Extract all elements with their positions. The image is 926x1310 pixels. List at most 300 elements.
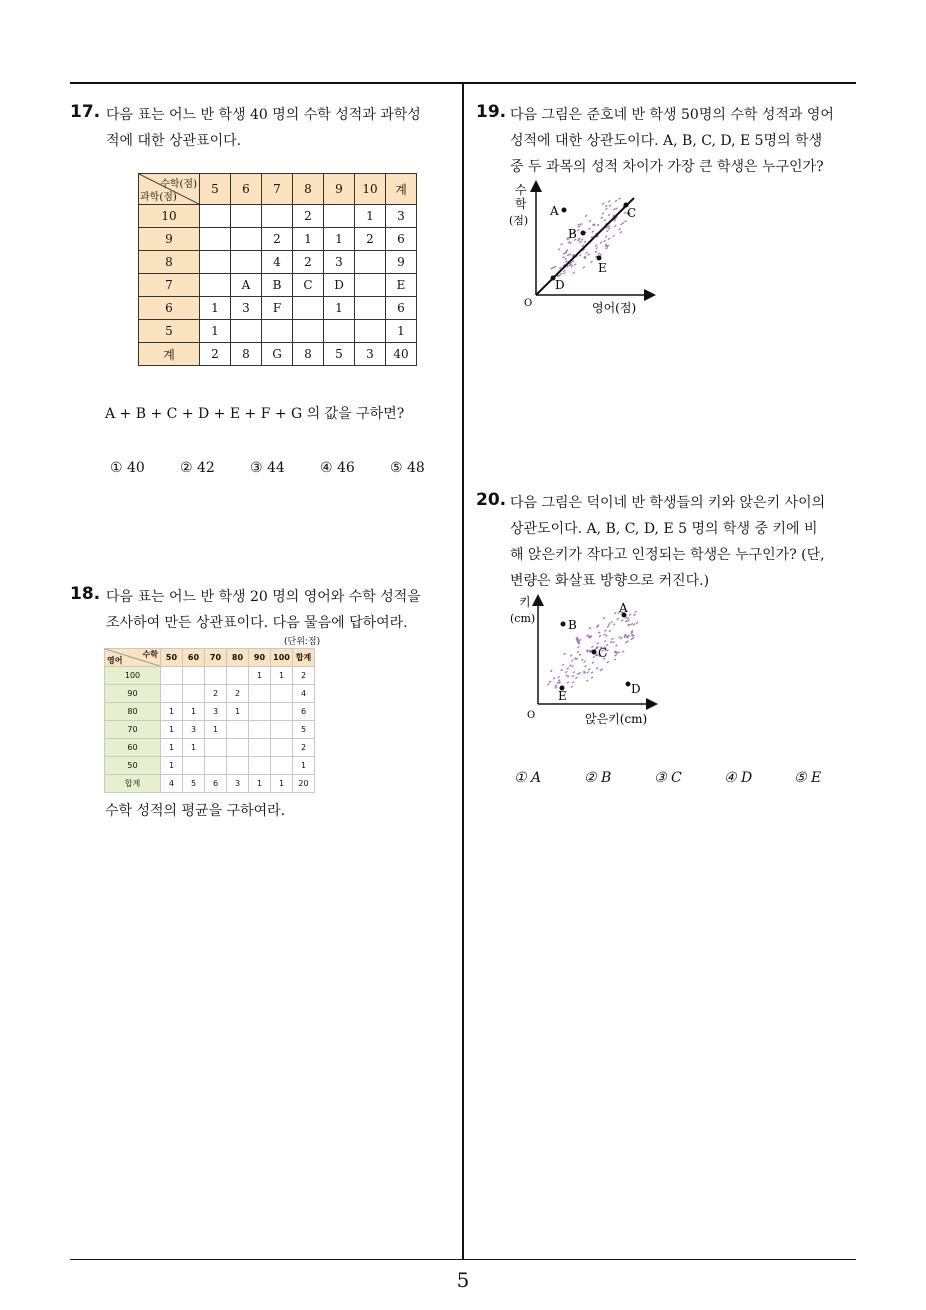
y-label-1: 키 [519, 595, 531, 609]
table-cell [355, 274, 386, 297]
scatter-dash [592, 231, 594, 233]
point-label-e: E [558, 689, 567, 703]
corner-bottom-label: 과학(점) [140, 192, 177, 203]
scatter-dash [563, 270, 565, 272]
column-header: 70 [205, 649, 227, 667]
scatter-dash [619, 228, 621, 230]
table-cell: 1 [161, 721, 183, 739]
table-cell [324, 205, 355, 228]
choice-1[interactable]: ① 40 [110, 460, 145, 476]
scatter-dash [555, 685, 557, 687]
scatter-dash [613, 209, 615, 211]
scatter-dash [595, 648, 597, 650]
point-label-d: D [555, 278, 565, 292]
scatter-dash [619, 198, 621, 200]
y-label-3: (점) [509, 214, 529, 227]
scatter-dash [589, 627, 591, 629]
point-e [597, 256, 602, 261]
table-cell: 1 [249, 667, 271, 685]
point-label-b: B [568, 227, 577, 241]
choice-2[interactable]: ② B [584, 770, 612, 786]
table-cell [271, 703, 293, 721]
table-cell: 3 [355, 343, 386, 366]
scatter-dash [617, 618, 619, 620]
table-cell: 6 [386, 228, 417, 251]
table-cell: 8 [293, 343, 324, 366]
scatter-dash [621, 223, 623, 225]
scatter-dash [564, 653, 566, 655]
scatter-dash [574, 264, 576, 266]
table-cell: 2 [293, 739, 315, 757]
point-label-a: A [619, 601, 628, 615]
table-cell [205, 667, 227, 685]
scatter-dash [608, 228, 610, 230]
choice-3[interactable]: ③ C [654, 770, 682, 786]
table-cell: 2 [262, 228, 293, 251]
table-cell: 2 [205, 685, 227, 703]
scatter-dash [589, 220, 591, 222]
scatter-dash [608, 214, 610, 216]
scatter-dash [607, 626, 609, 628]
column-header: 80 [227, 649, 249, 667]
choice-3[interactable]: ③ 44 [250, 460, 285, 476]
point-label-e: E [598, 261, 607, 275]
scatter-dash [588, 228, 590, 230]
scatter-dash [622, 651, 624, 653]
table-cell [271, 721, 293, 739]
scatter-dash [604, 640, 606, 642]
table-cell [161, 685, 183, 703]
scatter-dash [572, 681, 574, 683]
scatter-dash [562, 664, 564, 666]
scatter-dash [569, 254, 571, 256]
point-d [626, 682, 631, 687]
scatter-dash [620, 231, 622, 233]
table-cell: 1 [205, 721, 227, 739]
table-row [105, 685, 315, 703]
scatter-dash [621, 620, 623, 622]
y-label-1: 수 [515, 183, 527, 197]
scatter-dash [584, 241, 586, 243]
table-cell [249, 685, 271, 703]
row-header: 60 [105, 739, 161, 757]
table-cell [231, 228, 262, 251]
question-prompt: A + B + C + D + E + F + G 의 값을 구하면? [105, 406, 405, 422]
table-cell: E [386, 274, 417, 297]
table-cell: 4 [161, 775, 183, 793]
question-text-line: 다음 그림은 준호네 반 학생 50명의 수학 성적과 영어 [510, 107, 834, 123]
scatter-dash [568, 242, 570, 244]
y-label-2: 학 [515, 197, 527, 211]
table-cell [227, 721, 249, 739]
point-b [581, 231, 586, 236]
scatter-dash [587, 672, 589, 674]
scatter-dash [608, 200, 610, 202]
point-label-b: B [568, 618, 577, 632]
scatter-dash [580, 223, 582, 225]
table-cell [262, 205, 293, 228]
table-cell: 1 [183, 703, 205, 721]
scatter-dash [555, 687, 557, 689]
scatter-dash [583, 267, 585, 269]
scatter-dash [565, 258, 567, 260]
scatter-dash [603, 634, 605, 636]
scatter-dash [604, 220, 606, 222]
table-cell: 3 [231, 297, 262, 320]
table-row [139, 297, 417, 320]
scatter-dash [573, 672, 575, 674]
scatter-dash [558, 249, 560, 251]
scatter-dash [602, 203, 604, 205]
table-row [139, 205, 417, 228]
scatter-dash [572, 666, 574, 668]
table-cell [183, 685, 205, 703]
table-cell [271, 739, 293, 757]
x-axis-label: 앉은키(cm) [585, 712, 648, 726]
column-header: 90 [249, 649, 271, 667]
scatter-dash [575, 677, 577, 679]
scatter-dash [631, 631, 633, 633]
table-cell: 2 [293, 667, 315, 685]
table-cell: 3 [386, 205, 417, 228]
table-body [105, 667, 315, 793]
scatter-dash [604, 240, 606, 242]
scatter-dash [615, 645, 617, 647]
table-cell: 1 [200, 297, 231, 320]
table-row [139, 228, 417, 251]
row-header: 6 [139, 297, 200, 320]
scatter-dash [614, 225, 616, 227]
table-row [139, 343, 417, 366]
question-text-line: 성적에 대한 상관도이다. A, B, C, D, E 5명의 학생 [510, 133, 823, 149]
table-cell: 1 [200, 320, 231, 343]
scatter-dash [596, 247, 598, 249]
scatter-dash [629, 614, 631, 616]
table-cell [227, 667, 249, 685]
table-cell: 1 [271, 667, 293, 685]
scatter-dash [605, 635, 607, 637]
table-cell: 1 [293, 228, 324, 251]
scatter-dash [615, 208, 617, 210]
y-label-2: (cm) [510, 612, 536, 625]
column-header: 9 [324, 174, 355, 205]
scatter-dash [558, 680, 560, 682]
scatter-dash [595, 251, 597, 253]
table-cell [200, 228, 231, 251]
scatter-dash [603, 617, 605, 619]
scatter-dash [571, 686, 573, 688]
question-prompt: 수학 성적의 평균을 구하여라. [105, 803, 286, 819]
scatter-dash [605, 630, 607, 632]
scatter-plot-19 [500, 180, 670, 320]
table-row [105, 739, 315, 757]
scatter-dash [565, 261, 567, 263]
origin-label: O [527, 710, 536, 721]
question-number: 17. [70, 102, 101, 122]
point-label-c: C [627, 206, 637, 220]
scatter-dash [614, 659, 616, 661]
x-axis-label: 영어(점) [592, 301, 637, 315]
row-header: 100 [105, 667, 161, 685]
table-cell [231, 320, 262, 343]
scatter-dash [579, 672, 581, 674]
scatter-dash [549, 681, 551, 683]
scatter-dash [567, 668, 569, 670]
table-cell [271, 685, 293, 703]
question-number: 20. [476, 490, 507, 510]
question-number: 18. [70, 584, 101, 604]
table-cell: 2 [293, 205, 324, 228]
scatter-dash [609, 630, 611, 632]
scatter-dash [618, 652, 620, 654]
scatter-dash [598, 632, 600, 634]
scatter-dash [579, 639, 581, 641]
scatter-dash [581, 659, 583, 661]
table-cell [227, 757, 249, 775]
table-corner [105, 649, 161, 667]
scatter-dash [636, 622, 638, 624]
row-header: 10 [139, 205, 200, 228]
table-cell: 6 [293, 703, 315, 721]
scatter-dash [560, 273, 562, 275]
scatter-dash [572, 675, 574, 677]
scatter-dash [586, 635, 588, 637]
table-cell [249, 721, 271, 739]
scatter-dash [607, 230, 609, 232]
scatter-dash [608, 238, 610, 240]
column-header: 5 [200, 174, 231, 205]
table-row [105, 703, 315, 721]
table-cell [205, 757, 227, 775]
table-cell [324, 320, 355, 343]
scatter-dash [561, 669, 563, 671]
scatter-dash [579, 241, 581, 243]
scatter-dash [550, 670, 552, 672]
table-cell [249, 739, 271, 757]
scatter-dash [607, 661, 609, 663]
scatter-dash [613, 235, 615, 237]
scatter-dash [591, 646, 593, 648]
table-cell: 2 [355, 228, 386, 251]
scatter-dash [625, 620, 627, 622]
scatter-dash [560, 244, 562, 246]
row-header: 50 [105, 757, 161, 775]
scatter-dash [611, 621, 613, 623]
column-header: 10 [355, 174, 386, 205]
scatter-dash [624, 212, 626, 214]
table-cell [293, 297, 324, 320]
scatter-dash [584, 661, 586, 663]
scatter-dash [572, 261, 574, 263]
table-cell: 3 [183, 721, 205, 739]
table-cell [271, 757, 293, 775]
table-cell [200, 251, 231, 274]
scatter-dash [588, 669, 590, 671]
scatter-dash [579, 654, 581, 656]
question-text-line: 해 앉은키가 작다고 인정되는 학생은 누구인가? (단, [510, 547, 825, 563]
scatter-dash [578, 646, 580, 648]
scatter-dash [627, 620, 629, 622]
table-cell: 1 [324, 297, 355, 320]
scatter-dash [615, 655, 617, 657]
choice-4[interactable]: ④ 46 [320, 460, 355, 476]
table-cell: 9 [386, 251, 417, 274]
scatter-dash [567, 682, 569, 684]
table-row [139, 251, 417, 274]
scatter-dash [615, 200, 617, 202]
choice-1[interactable]: ① A [514, 770, 542, 786]
scatter-dash [599, 635, 601, 637]
scatter-dash [620, 637, 622, 639]
scatter-dash [601, 217, 603, 219]
table-cell: 1 [227, 703, 249, 721]
scatter-dash [632, 637, 634, 639]
table-cell [183, 757, 205, 775]
table-row [139, 274, 417, 297]
table-cell [355, 320, 386, 343]
table-cell: 1 [161, 739, 183, 757]
choice-2[interactable]: ② 42 [180, 460, 215, 476]
question-text-line: 적에 대한 상관표이다. [106, 133, 242, 149]
choice-5[interactable]: ⑤ 48 [390, 460, 425, 476]
correlation-table-17 [138, 173, 417, 366]
row-header: 7 [139, 274, 200, 297]
question-text-line: 다음 그림은 덕이네 반 학생들의 키와 앉은키 사이의 [510, 495, 826, 511]
scatter-dash [631, 623, 633, 625]
table-cell: 1 [355, 205, 386, 228]
scatter-dash [573, 272, 575, 274]
column-header: 100 [271, 649, 293, 667]
question-text-line: 상관도이다. A, B, C, D, E 5 명의 학생 중 키에 비 [510, 521, 818, 537]
scatter-dash [598, 253, 600, 255]
scatter-dash [578, 226, 580, 228]
scatter-dash [559, 267, 561, 269]
table-cell: B [262, 274, 293, 297]
table-row [105, 775, 315, 793]
scatter-dash [577, 229, 579, 231]
table-cell: 1 [161, 703, 183, 721]
scatter-dash [591, 677, 593, 679]
scatter-dash [625, 617, 627, 619]
scatter-dash [547, 684, 549, 686]
scatter-dash [565, 671, 567, 673]
choice-4[interactable]: ④ D [724, 770, 753, 786]
scatter-dash [567, 254, 569, 256]
table-cell [355, 297, 386, 320]
scatter-dash [596, 667, 598, 669]
scatter-dash [633, 624, 635, 626]
table-body [139, 205, 417, 366]
table-row [105, 667, 315, 685]
question-text-line: 중 두 과목의 성적 차이가 가장 큰 학생은 누구인가? [510, 159, 824, 175]
scatter-dash [570, 655, 572, 657]
table-cell [161, 667, 183, 685]
scatter-dash [606, 247, 608, 249]
column-header: 6 [231, 174, 262, 205]
scatter-dash [605, 208, 607, 210]
scatter-dash [585, 215, 587, 217]
table-cell: 1 [386, 320, 417, 343]
row-header: 8 [139, 251, 200, 274]
table-cell [249, 757, 271, 775]
table-cell: 40 [386, 343, 417, 366]
table-cell: 4 [262, 251, 293, 274]
point-label-d: D [631, 682, 641, 696]
question-text-line: 다음 표는 어느 반 학생 40 명의 수학 성적과 과학성 [106, 107, 421, 123]
scatter-dash [586, 680, 588, 682]
row-header: 합계 [105, 775, 161, 793]
table-cell [231, 251, 262, 274]
scatter-dash [571, 265, 573, 267]
row-header: 5 [139, 320, 200, 343]
scatter-dash [581, 239, 583, 241]
scatter-dash [612, 642, 614, 644]
point-b [561, 622, 566, 627]
scatter-dash [613, 624, 615, 626]
scatter-dash [553, 678, 555, 680]
choice-5[interactable]: ⑤ E [794, 770, 822, 786]
scatter-dash [595, 245, 597, 247]
column-divider [462, 84, 464, 1259]
table-cell: 5 [293, 721, 315, 739]
scatter-dash [635, 611, 637, 613]
table-cell: G [262, 343, 293, 366]
scatter-dash [567, 676, 569, 678]
scatter-dash [582, 245, 584, 247]
table-cell: 8 [231, 343, 262, 366]
table-cell: 1 [271, 775, 293, 793]
question-text-line: 다음 표는 어느 반 학생 20 명의 영어와 수학 성적을 [106, 589, 421, 605]
table-cell: 1 [249, 775, 271, 793]
scatter-dash [586, 252, 588, 254]
table-cell [227, 739, 249, 757]
page-number: 5 [456, 1268, 470, 1292]
scatter-dash [605, 236, 607, 238]
scatter-dash [592, 662, 594, 664]
scatter-dash [602, 213, 604, 215]
point-label-c: C [598, 646, 608, 660]
table-corner [139, 174, 200, 205]
column-header: 50 [161, 649, 183, 667]
table-cell: 1 [324, 228, 355, 251]
table-cell: 2 [293, 251, 324, 274]
scatter-dash [597, 643, 599, 645]
column-header: 계 [386, 174, 417, 205]
scatter-dash [579, 255, 581, 257]
scatter-dash [627, 618, 629, 620]
table-cell: 2 [227, 685, 249, 703]
point-label-a: A [550, 204, 559, 218]
scatter-dash [633, 614, 635, 616]
scatter-dash [569, 665, 571, 667]
scatter-dash [588, 254, 590, 256]
row-header: 70 [105, 721, 161, 739]
table-cell: 5 [183, 775, 205, 793]
corner-bottom-label: 영어 [107, 656, 123, 665]
scatter-dash [563, 272, 565, 274]
table-cell: 6 [205, 775, 227, 793]
row-header: 9 [139, 228, 200, 251]
column-header: 7 [262, 174, 293, 205]
table-row [105, 757, 315, 775]
scatter-dash [597, 224, 599, 226]
scatter-dash [562, 257, 564, 259]
scatter-dash [585, 665, 587, 667]
scatter-dash [569, 242, 571, 244]
point-c [592, 650, 597, 655]
correlation-table-18 [104, 648, 315, 793]
table-cell: 1 [161, 757, 183, 775]
